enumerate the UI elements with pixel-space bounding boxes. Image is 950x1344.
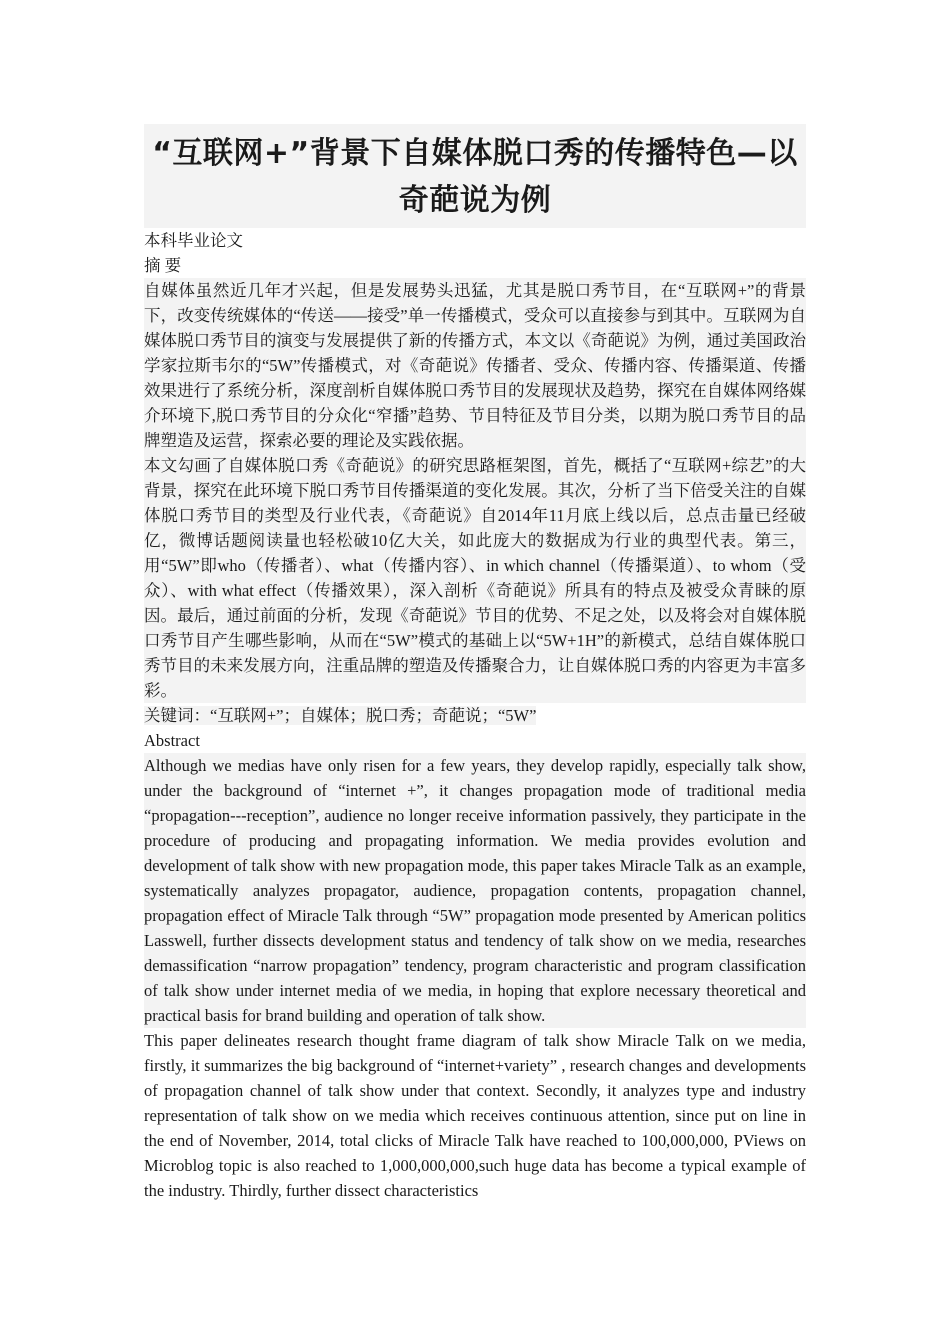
- thesis-type-label: 本科毕业论文: [144, 231, 243, 250]
- document-page: [144, 124, 806, 1203]
- abstract-cn-paragraph-2: 本文勾画了自媒体脱口秀《奇葩说》的研究思路框架图，首先，概括了“互联网+综艺”的大背景，探究在此环境下脱口秀节目传播渠道的变化发展。其次，分析了当下倍受关注的自媒体脱口秀节目的类型及行业代表，《奇葩说》自2014年11月底上线以后，总点击量已经破亿，微博话题阅读量也轻松破10亿大关，如此庞大的数据成为行业的典型代表。第三，用“5W”即who（传播者）、what（传播内容）、in which channel（传播渠道）、to whom（受众）、with what effect（传播效果），深入剖析《奇葩说》所具有的特点及被受众青睐的原因。最后，通过前面的分析，发现《奇葩说》节目的优势、不足之处，以及将会对自媒体脱口秀节目产生哪些影响，从而在“5W”模式的基础上以“5W+1H”的新模式，总结自媒体脱口秀节目的未来发展方向，注重品牌的塑造及传播聚合力，让自媒体脱口秀的内容更为丰富多彩。: [144, 453, 806, 703]
- abstract-en-paragraph-1: Although we medias have only risen for a few years, they develop rapidly, especially talk show, under the background of “internet +”, it changes propagation mode of traditional media “propagation---reception”, audience no longer receive information passively, they participate in the procedure of producing and propagating information. We media provides evolution and development of talk show with new propagation mode, this paper takes Miracle Talk as an example, systematically analyzes propagator, audience, propagation contents, propagation channel, propagation effect of Miracle Talk through “5W” propagation mode presented by American politics Lasswell, further dissects development status and tendency of talk show on we media, researches demassification “narrow propagation” tendency, program characteristic and program classification of talk show under internet media of we media, in hoping that explore necessary theoretical and practical basis for brand building and operation of talk show.: [144, 753, 806, 1028]
- document-title: “互联网+”背景下自媒体脱口秀的传播特色—以奇葩说为例: [144, 124, 806, 228]
- abstract-heading-cn: 摘 要: [144, 256, 182, 275]
- keywords-cn: [144, 703, 806, 728]
- abstract-en-paragraph-2: This paper delineates research thought frame diagram of talk show Miracle Talk on we media, firstly, it summarizes the big background of “internet+variety” , research changes and developments of propagation channel of talk show under that context. Secondly, it analyzes type and industry representation of talk show on we media which receives continuous attention, since put on line in the end of November, 2014, total clicks of Miracle Talk have reached to 100,000,000, PViews on Microblog topic is also reached to 1,000,000,000,such huge data has become a typical example of the industry. Thirdly, further dissect characteristics: [144, 1031, 806, 1200]
- abstract-heading-en: Abstract: [144, 731, 200, 750]
- abstract-cn-paragraph-1: 自媒体虽然近几年才兴起，但是发展势头迅猛，尤其是脱口秀节目，在“互联网+”的背景下，改变传统媒体的“传送——接受”单一传播模式，受众可以直接参与到其中。互联网为自媒体脱口秀节目的演变与发展提供了新的传播方式，本文以《奇葩说》为例，通过美国政治学家拉斯韦尔的“5W”传播模式，对《奇葩说》传播者、受众、传播内容、传播渠道、传播效果进行了系统分析，深度剖析自媒体脱口秀节目的发展现状及趋势，探究在自媒体网络媒介环境下,脱口秀节目的分众化“窄播”趋势、节目特征及节目分类，以期为脱口秀节目的品牌塑造及运营，探索必要的理论及实践依据。: [144, 278, 806, 453]
- keywords-cn-text: 关键词：“互联网+”；自媒体；脱口秀；奇葩说；“5W”: [144, 706, 537, 725]
